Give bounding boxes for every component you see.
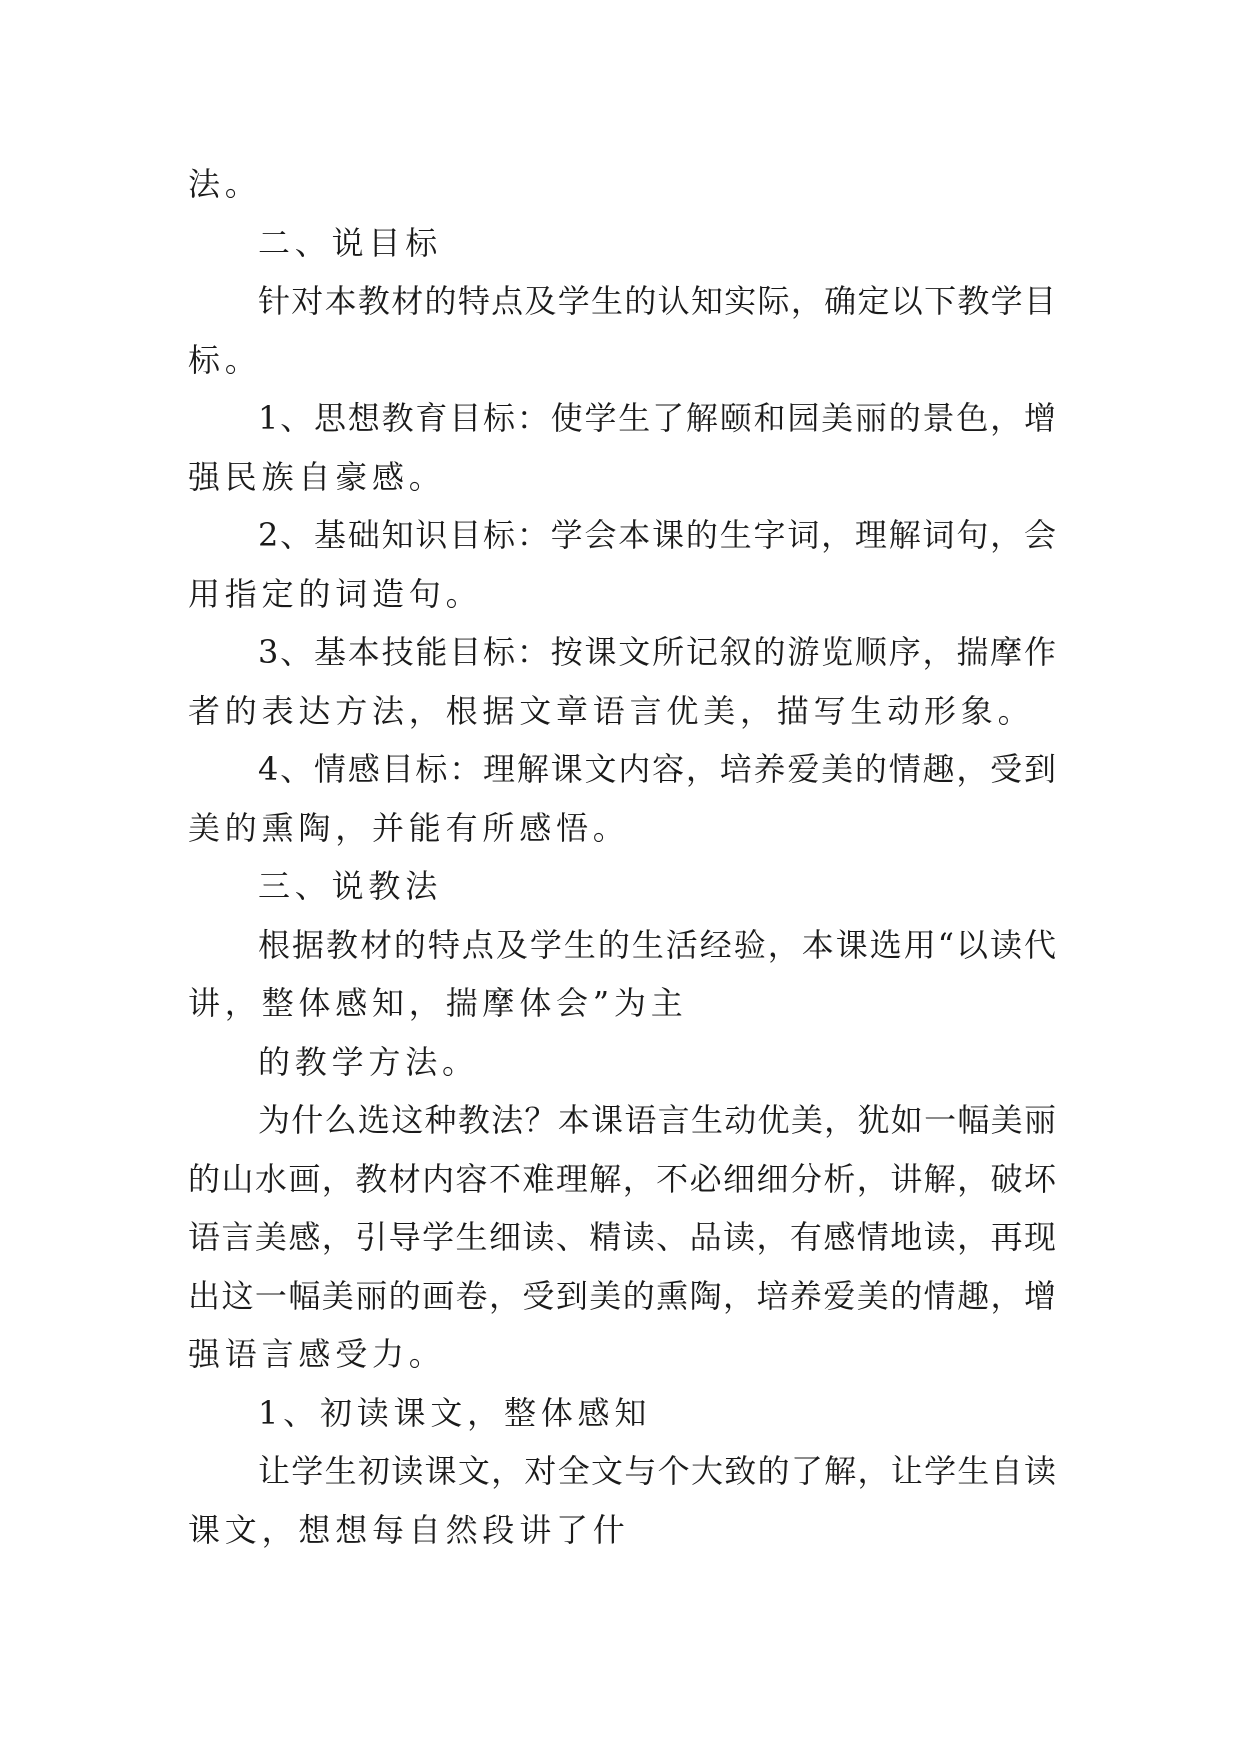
text-line: 法。 (188, 165, 262, 203)
text-line: 针对本教材的特点及学生的认知实际，确定以下教学目 (258, 282, 1056, 320)
text-line: 者的表达方法，根据文章语言优美，描写生动形象。 (188, 691, 1035, 730)
text-line: 让学生初读课文，对全文与个大致的了解，让学生自读 (258, 1452, 1056, 1490)
text-line: 讲，整体感知，揣摩体会”为主 (188, 984, 688, 1022)
text-line: 3、基本技能目标：按课文所记叙的游览顺序，揣摩作 (258, 633, 1056, 671)
text-line: 的教学方法。 (258, 1042, 479, 1081)
text-line: 出这一幅美丽的画卷，受到美的熏陶，培养爱美的情趣，增 (188, 1276, 1056, 1315)
text-line: 用指定的词造句。 (188, 574, 483, 613)
document-page (188, 155, 1056, 1559)
section-heading: 三、说教法 (258, 867, 443, 905)
section-heading: 二、说目标 (258, 223, 443, 262)
text-line: 课文，想想每自然段讲了什 (188, 1510, 630, 1549)
text-line: 的山水画，教材内容不难理解，不必细细分析，讲解，破坏 (188, 1159, 1056, 1198)
text-line: 2、基础知识目标：学会本课的生字词，理解词句，会 (258, 516, 1056, 554)
text-line: 标。 (188, 340, 262, 379)
text-line: 强民族自豪感。 (188, 457, 446, 496)
text-line: 根据教材的特点及学生的生活经验，本课选用“以读代 (258, 925, 1056, 964)
text-line: 语言美感，引导学生细读、精读、品读，有感情地读，再现 (188, 1218, 1056, 1256)
text-line: 1、思想教育目标：使学生了解颐和园美丽的景色，增 (258, 399, 1056, 437)
text-line: 强语言感受力。 (188, 1335, 446, 1373)
text-line: 美的熏陶，并能有所感悟。 (188, 808, 630, 847)
section-heading: 1、初读课文，整体感知 (258, 1393, 652, 1432)
text-line: 4、情感目标：理解课文内容，培养爱美的情趣，受到 (258, 750, 1056, 788)
text-line: 为什么选这种教法？本课语言生动优美，犹如一幅美丽 (258, 1101, 1056, 1139)
